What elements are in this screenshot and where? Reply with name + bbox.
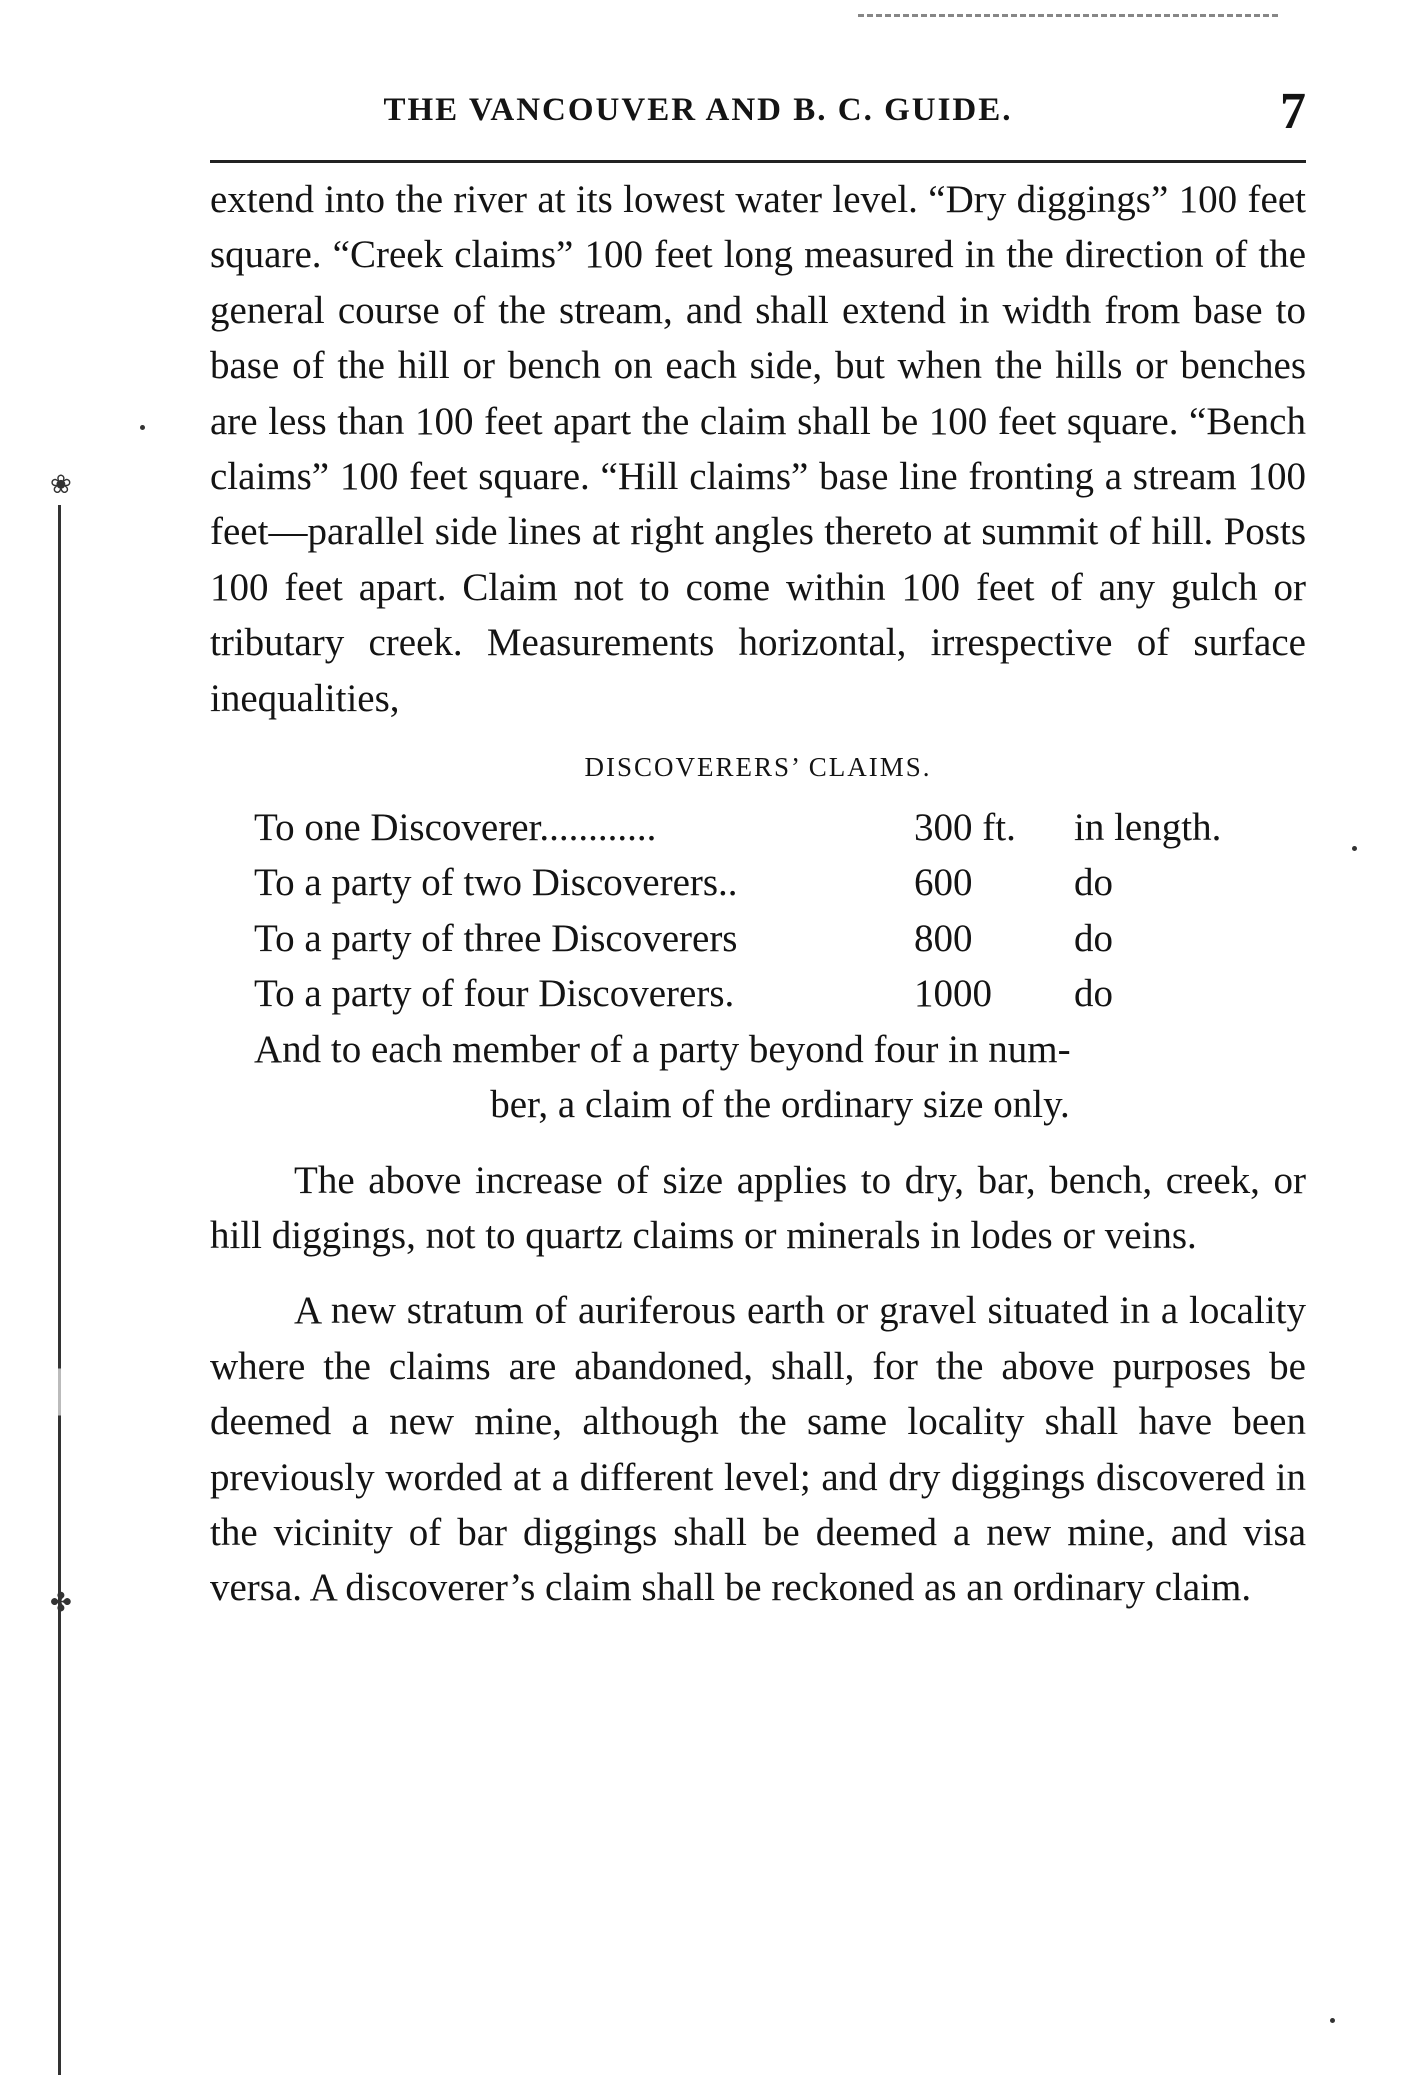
paragraph-size-increase: The above increase of size applies to dry, bar, bench, creek, or hill diggings, not to quartz claims or minerals in lodes or veins. bbox=[210, 1158, 1306, 1257]
claim-description: To a party of three Discoverers bbox=[254, 916, 738, 960]
claim-unit: in length. bbox=[1074, 806, 1222, 850]
ink-speck bbox=[1352, 846, 1357, 851]
section-heading-discoverers-claims: DISCOVERERS’ CLAIMS. bbox=[584, 752, 932, 783]
scan-artifact-marks bbox=[858, 14, 1278, 21]
ink-speck bbox=[140, 425, 145, 430]
margin-mark: ❀ bbox=[50, 470, 72, 499]
claim-amount: 300 ft. bbox=[914, 806, 1016, 850]
claim-unit: do bbox=[1074, 916, 1113, 960]
margin-mark: ✤ bbox=[50, 1588, 72, 1617]
table-row bbox=[254, 800, 1294, 855]
claim-amount: 800 bbox=[914, 916, 973, 960]
claims-note-line-1: And to each member of a party beyond four in num- bbox=[254, 1027, 1071, 1071]
table-row bbox=[254, 855, 1294, 910]
claim-unit: do bbox=[1074, 861, 1113, 905]
paragraph-claim-sizes: extend into the river at its lowest water level. “Dry diggings” 100 feet square. “Creek claims” 100 feet long measured in the direction of the general course of the stream, and shall extend in width from base to base of the hill or bench on each side, but when the hills or benches are less than 100 feet apart the claim shall be 100 feet square. “Bench claims” 100 feet square. “Hill claims” base line fronting a stream 100 feet—parallel side lines at right angles thereto at summit of hill. Posts 100 feet apart. Claim not to come within 100 feet of any gulch or tributary creek. Measurements horizontal, irrespective of surface inequalities, bbox=[210, 178, 1306, 720]
claim-description: To a party of two Discoverers.. bbox=[254, 861, 738, 905]
claim-unit: do bbox=[1074, 972, 1113, 1016]
ink-speck bbox=[1330, 2018, 1335, 2023]
claim-description: To one Discoverer............ bbox=[254, 806, 657, 850]
claims-note-line-2: ber, a claim of the ordinary size only. bbox=[490, 1083, 1070, 1127]
running-title: THE VANCOUVER AND B. C. GUIDE. bbox=[383, 92, 1013, 128]
running-head bbox=[210, 82, 1306, 142]
claim-amount: 1000 bbox=[914, 972, 992, 1016]
page-number: 7 bbox=[1280, 83, 1306, 140]
claim-amount: 600 bbox=[914, 861, 973, 905]
table-row bbox=[254, 911, 1294, 966]
claim-description: To a party of four Discoverers. bbox=[254, 972, 735, 1016]
margin-binding-line bbox=[58, 505, 61, 2075]
claims-note bbox=[254, 1022, 1306, 1133]
header-rule bbox=[210, 160, 1306, 163]
table-row bbox=[254, 966, 1294, 1021]
paragraph-new-stratum: A new stratum of auriferous earth or gravel situated in a locality where the claims are abandoned, shall, for the above purposes be deemed a new mine, although the same locality shall have been previously worded at a different level; and dry diggings discovered in the vicinity of bar diggings shall be deemed a new mine, and visa versa. A discoverer’s claim shall be reckoned as an ordinary claim. bbox=[210, 1289, 1306, 1610]
body-text bbox=[210, 172, 1306, 1616]
discoverers-claims-table bbox=[254, 800, 1294, 1022]
